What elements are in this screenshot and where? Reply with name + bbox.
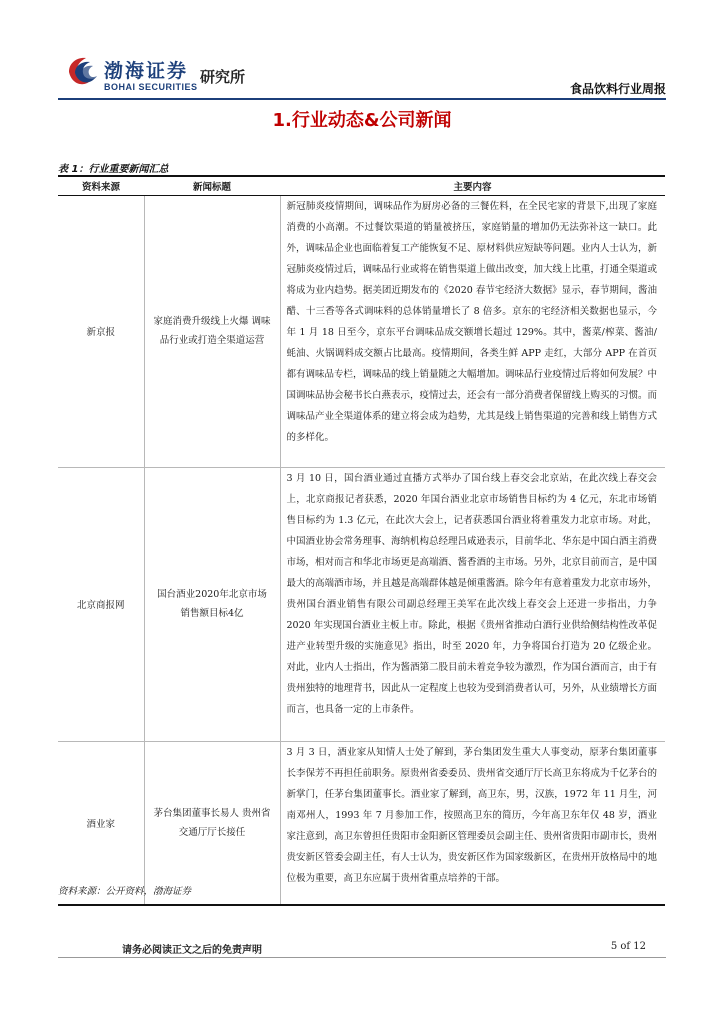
news-content: 3 月 10 日，国台酒业通过直播方式举办了国台线上春交会北京站，在此次线上春交会上，北京商报记者获悉，2020 年国台酒业北京市场销售目标约为 4 亿元，东北市场销售目标约为 1.3 亿元，在此次大会上，记者获悉国台酒业将着重发力北京市场。对此，中国酒业协会常务理事、海纳机构总经理吕咸逊表示，目前华北、华东是中国白酒主消费市场，相对而言和华北市场更是高端酒、酱香酒的主市场。另外，北京目前而言，是中国最大的高端酒市场，并且越是高端群体越是倾重酱酒。除今年有意着重发力北京市场外，贵州国台酒业销售有限公司副总经理王美军在此次线上春交会上还进一步指出，力争 2020 年实现国台酒业主板上市。除此，根据《贵州省推动白酒行业供给侧结构性改革促进产业转型升级的实施意见》指出，时至 2020 年，力争将国台打造为 20 亿级企业。对此，业内人士指出，作为酱酒第二股目前未着竞争较为激烈，作为国台酒而言，由于有贵州独特的地理背书，因此从一定程度上也较为受到消费者认可，另外，从业绩增长方面而言，也具备一定的上市条件。 <box>280 467 665 741</box>
news-source: 北京商报网 <box>58 467 144 741</box>
news-title: 家庭消费升级线上火爆 调味品行业或打造全渠道运营 <box>144 195 280 467</box>
page-number: 5 of 12 <box>610 941 646 952</box>
news-title: 茅台集团董事长易人 贵州省交通厅厅长接任 <box>144 741 280 905</box>
news-source: 酒业家 <box>58 741 144 905</box>
header-source: 资料来源 <box>58 176 144 195</box>
news-source: 新京报 <box>58 195 144 467</box>
news-content: 新冠肺炎疫情期间，调味品作为厨房必备的三餐佐料，在全民宅家的背景下,出现了家庭消费的小高潮。不过餐饮渠道的销量被挤压，家庭销量的增加仍无法弥补这一缺口。此外，调味品企业也面临着复工产能恢复不足、原材料供应短缺等问题。业内人士认为，新冠肺炎疫情过后，调味品行业或将在销售渠道上做出改变，加大线上比重，打通全渠道或将成为业内趋势。据美团近期发布的《2020 春节宅经济大数据》显示，春节期间，酱油醋、十三香等各式调味料的总体销量增长了 8 倍多。京东的宅经济相关数据也显示，今年 1 月 18 日至今，京东平台调味品成交额增长超过 129%。其中，酱菜/榨菜、酱油/蚝油、火锅调料成交额占比最高。疫情期间，各类生鲜 APP 走红，大部分 APP 在首页都有调味品专栏，调味品的线上销量随之大幅增加。调味品行业疫情过后将如何发展？中国调味品协会秘书长白燕表示，疫情过去，还会有一部分消费者保留线上购买的习惯。而调味品产业全渠道体系的建立将会成为趋势，尤其是线上销售渠道的完善和线上销售方式的多样化。 <box>280 195 665 467</box>
bohai-logo-icon <box>66 54 100 90</box>
table-row <box>58 467 665 741</box>
company-logo <box>66 52 266 98</box>
header-content: 主要内容 <box>280 176 665 195</box>
logo-english-name: BOHAI SECURITIES <box>104 82 198 92</box>
table-row <box>58 195 665 467</box>
header-title: 新闻标题 <box>144 176 280 195</box>
institute-label: 研究所 <box>200 68 246 86</box>
footer-divider <box>58 957 666 958</box>
report-type: 食品饮料行业周报 <box>569 82 666 96</box>
logo-chinese-name: 渤海证券 <box>104 60 189 82</box>
news-title: 国台酒业2020年北京市场销售额目标4亿 <box>144 467 280 741</box>
table-source-note: 资料来源：公开资料，渤海证券 <box>58 886 192 897</box>
section-title: 1.行业动态&公司新闻 <box>272 110 452 131</box>
news-content: 3 月 3 日，酒业家从知情人士处了解到，茅台集团发生重大人事变动，原茅台集团董事长李保芳不再担任前职务。原贵州省委委员、贵州省交通厅厅长高卫东将成为千亿茅台的新掌门，任茅台集团董事长。酒业家了解到，高卫东，男，汉族，1972 年 11 月生，河南邓州人，1993 年 7 月参加工作，按照高卫东的简历，今年高卫东年仅 48 岁，酒业家注意到，高卫东曾担任贵阳市金阳新区管理委员会副主任、贵州省贵阳市副市长，贵州贵安新区管委会副主任，有人士认为，贵安新区作为国家级新区，在贵州开放格局中的地位极为重要，高卫东应属于贵州省重点培养的干部。 <box>280 741 665 905</box>
footer-disclaimer: 请务必阅读正文之后的免责声明 <box>122 945 262 956</box>
table-header-row <box>58 176 665 195</box>
table-caption: 表 1：行业重要新闻汇总 <box>58 164 169 175</box>
table-row <box>58 741 665 905</box>
header-divider <box>58 98 666 100</box>
news-table <box>58 175 665 906</box>
